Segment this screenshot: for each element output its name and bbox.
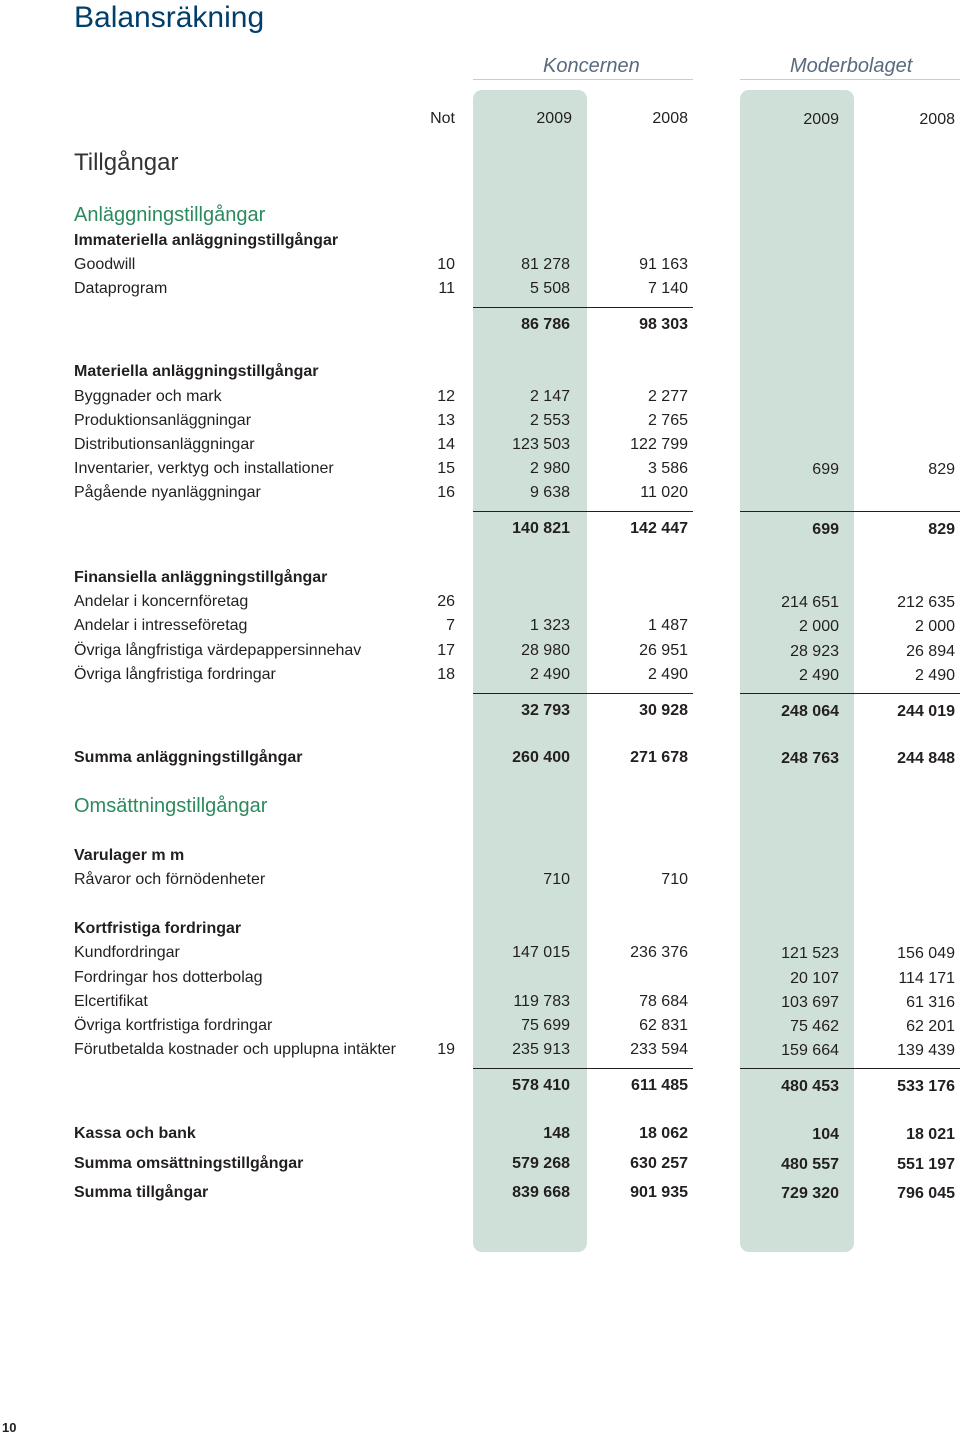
cell-koncernen-2008: 18 062 [639,1125,688,1142]
cell-koncernen-2009: 119 783 [513,993,570,1010]
table-row [0,253,960,277]
table-row-total [0,1181,960,1205]
cell-koncernen-2009: 2 490 [529,666,570,683]
cell-not: 16 [437,484,455,501]
cell-koncernen-2009: 140 821 [512,520,570,537]
row-label: Övriga långfristiga fordringar [74,666,276,683]
cell-koncernen-2008: 630 257 [630,1155,688,1172]
cell-koncernen-2008: 11 020 [640,484,688,501]
row-label: Kassa och bank [74,1125,196,1142]
page-number: 10 [2,1420,17,1435]
cell-koncernen-2009: 839 668 [512,1184,570,1201]
cell-not: 26 [437,593,455,610]
table-row-subheading [0,917,960,941]
row-label: Finansiella anläggningstillgångar [74,569,328,586]
column-header-koncernen-2009: 2009 [536,110,572,127]
cell-koncernen-2008: 91 163 [639,256,688,273]
column-header-moderbolaget-2009: 2009 [803,111,839,128]
subtotal-rule [473,693,693,694]
cell-koncernen-2009: 81 278 [521,256,570,273]
cell-koncernen-2008: 62 831 [639,1017,688,1034]
cell-moderbolaget-2008: 18 021 [906,1126,955,1143]
row-label: Råvaror och förnödenheter [74,871,266,888]
cell-moderbolaget-2009: 20 107 [790,970,839,987]
cell-koncernen-2008: 233 594 [630,1041,688,1058]
cell-koncernen-2008: 2 765 [647,412,688,429]
cell-koncernen-2008: 7 140 [647,280,688,297]
cell-moderbolaget-2008: 61 316 [906,994,955,1011]
cell-moderbolaget-2009: 159 664 [781,1042,839,1059]
table-row [0,409,960,433]
cell-moderbolaget-2008: 244 019 [897,703,955,720]
cell-not: 18 [437,666,455,683]
table-row [0,433,960,457]
cell-not: 15 [437,460,455,477]
cell-not: 19 [437,1041,455,1058]
cell-koncernen-2009: 1 323 [529,617,570,634]
row-label: Byggnader och mark [74,388,222,405]
subtotal-rule [473,511,693,512]
row-label: Produktionsanläggningar [74,412,252,429]
cell-koncernen-2009: 235 913 [512,1041,570,1058]
heading-omsattningstillgangar: Omsättningstillgångar [74,795,268,817]
cell-koncernen-2008: 236 376 [630,944,688,961]
cell-moderbolaget-2009: 248 064 [781,703,839,720]
table-row [0,457,960,481]
table-row [0,868,960,892]
group-header-moderbolaget: Moderbolaget [790,55,913,77]
cell-koncernen-2008: 122 799 [630,436,688,453]
row-label: Kortfristiga fordringar [74,920,242,937]
subtotal-rule [740,1068,960,1069]
cell-koncernen-2009: 578 410 [512,1077,570,1094]
cell-not: 10 [437,256,455,273]
cell-moderbolaget-2009: 104 [812,1126,839,1143]
cell-moderbolaget-2009: 480 557 [781,1156,839,1173]
table-row [0,590,960,614]
subtotal-rule [473,307,693,308]
cell-moderbolaget-2009: 28 923 [790,643,839,660]
table-row-subtotal [0,1074,960,1098]
cell-not: 7 [446,617,455,634]
table-row [0,481,960,505]
row-label: Summa omsättningstillgångar [74,1155,304,1172]
cell-koncernen-2008: 2 277 [647,388,688,405]
cell-koncernen-2008: 98 303 [639,316,688,333]
table-row [0,639,960,663]
cell-koncernen-2008: 710 [661,871,688,888]
row-label: Goodwill [74,256,136,273]
heading-anlaggningstillgangar: Anläggningstillgångar [74,204,266,226]
cell-koncernen-2009: 2 147 [529,388,570,405]
cell-koncernen-2009: 9 638 [529,484,570,501]
table-row [0,941,960,965]
section-heading-tillgangar: Tillgångar [74,149,179,176]
column-header-not: Not [430,110,455,127]
row-label: Distributionsanläggningar [74,436,255,453]
row-label: Andelar i intresseföretag [74,617,248,634]
table-row [0,1014,960,1038]
table-row [0,385,960,409]
cell-moderbolaget-2008: 212 635 [897,594,955,611]
cell-moderbolaget-2009: 248 763 [781,750,839,767]
cell-not: 11 [438,280,455,297]
cell-not: 12 [437,388,455,405]
subtotal-rule [740,693,960,694]
row-label: Pågående nyanläggningar [74,484,261,501]
cell-moderbolaget-2009: 103 697 [781,994,839,1011]
row-label: Materiella anläggningstillgångar [74,363,319,380]
cell-koncernen-2009: 148 [543,1125,570,1142]
table-row-subtotal [0,313,960,337]
row-label: Förutbetalda kostnader och upplupna intäkter [74,1041,396,1058]
table-row-subtotal [0,699,960,723]
cell-moderbolaget-2008: 829 [928,521,955,538]
cell-koncernen-2009: 710 [543,871,570,888]
cell-koncernen-2009: 2 980 [529,460,570,477]
group-header-rule-moderbolaget [740,79,960,80]
cell-koncernen-2009: 32 793 [521,702,570,719]
row-label: Summa anläggningstillgångar [74,749,303,766]
row-label: Fordringar hos dotterbolag [74,969,263,986]
cell-moderbolaget-2008: 62 201 [906,1018,955,1035]
cell-moderbolaget-2009: 214 651 [781,594,839,611]
column-header-moderbolaget-2008: 2008 [919,111,955,128]
cell-moderbolaget-2008: 829 [928,461,955,478]
cell-koncernen-2009: 86 786 [521,316,570,333]
cell-moderbolaget-2009: 699 [812,461,839,478]
cell-koncernen-2009: 75 699 [521,1017,570,1034]
cell-koncernen-2008: 1 487 [647,617,688,634]
table-row [0,663,960,687]
cell-moderbolaget-2008: 26 894 [906,643,955,660]
cell-moderbolaget-2008: 2 000 [914,618,955,635]
row-label: Dataprogram [74,280,168,297]
table-row-subheading [0,229,960,253]
cell-koncernen-2009: 579 268 [512,1155,570,1172]
table-row-subtotal [0,517,960,541]
cell-not: 17 [437,642,455,659]
table-row-total [0,1152,960,1176]
cell-moderbolaget-2008: 533 176 [897,1078,955,1095]
row-label: Elcertifikat [74,993,148,1010]
row-label: Varulager m m [74,847,185,864]
cell-moderbolaget-2008: 139 439 [897,1042,955,1059]
cell-moderbolaget-2009: 2 000 [798,618,839,635]
cell-koncernen-2009: 123 503 [512,436,570,453]
cell-moderbolaget-2009: 480 453 [781,1078,839,1095]
table-row [0,1038,960,1062]
row-label: Övriga långfristiga värdepappersinnehav [74,642,362,659]
row-label: Summa tillgångar [74,1184,209,1201]
table-row [0,990,960,1014]
cell-moderbolaget-2008: 796 045 [897,1185,955,1202]
group-header-rule-koncernen [473,79,693,80]
cell-koncernen-2008: 142 447 [630,520,688,537]
cell-moderbolaget-2008: 114 171 [898,970,955,987]
subtotal-rule [740,511,960,512]
cell-moderbolaget-2009: 2 490 [798,667,839,684]
table-row-subheading [0,566,960,590]
table-row-total [0,746,960,770]
cell-koncernen-2008: 611 485 [631,1077,688,1094]
cell-moderbolaget-2008: 156 049 [897,945,955,962]
row-label: Inventarier, verktyg och installationer [74,460,334,477]
cell-moderbolaget-2009: 75 462 [790,1018,839,1035]
subtotal-rule [473,1068,693,1069]
cell-koncernen-2009: 260 400 [512,749,570,766]
cell-koncernen-2008: 26 951 [639,642,688,659]
group-header-koncernen: Koncernen [543,55,640,77]
row-label: Kundfordringar [74,944,180,961]
cell-koncernen-2008: 3 586 [647,460,688,477]
cell-moderbolaget-2009: 729 320 [781,1185,839,1202]
cell-moderbolaget-2008: 551 197 [897,1156,955,1173]
row-label: Andelar i koncernföretag [74,593,249,610]
cell-koncernen-2009: 28 980 [521,642,570,659]
row-label: Immateriella anläggningstillgångar [74,232,339,249]
table-row [0,966,960,990]
cell-koncernen-2008: 78 684 [639,993,688,1010]
cell-moderbolaget-2009: 699 [812,521,839,538]
cell-moderbolaget-2008: 244 848 [897,750,955,767]
cell-moderbolaget-2008: 2 490 [914,667,955,684]
table-row-total [0,1122,960,1146]
cell-koncernen-2008: 30 928 [639,702,688,719]
cell-koncernen-2009: 2 553 [529,412,570,429]
page-title: Balansräkning [74,1,265,34]
cell-koncernen-2009: 5 508 [529,280,570,297]
cell-koncernen-2009: 147 015 [512,944,570,961]
table-row [0,277,960,301]
cell-not: 13 [437,412,455,429]
table-row-subheading [0,844,960,868]
cell-koncernen-2008: 2 490 [647,666,688,683]
cell-not: 14 [437,436,455,453]
table-row-subheading [0,360,960,384]
row-label: Övriga kortfristiga fordringar [74,1017,273,1034]
column-header-koncernen-2008: 2008 [652,110,688,127]
table-row [0,614,960,638]
cell-moderbolaget-2009: 121 523 [781,945,839,962]
cell-koncernen-2008: 901 935 [630,1184,688,1201]
cell-koncernen-2008: 271 678 [630,749,688,766]
